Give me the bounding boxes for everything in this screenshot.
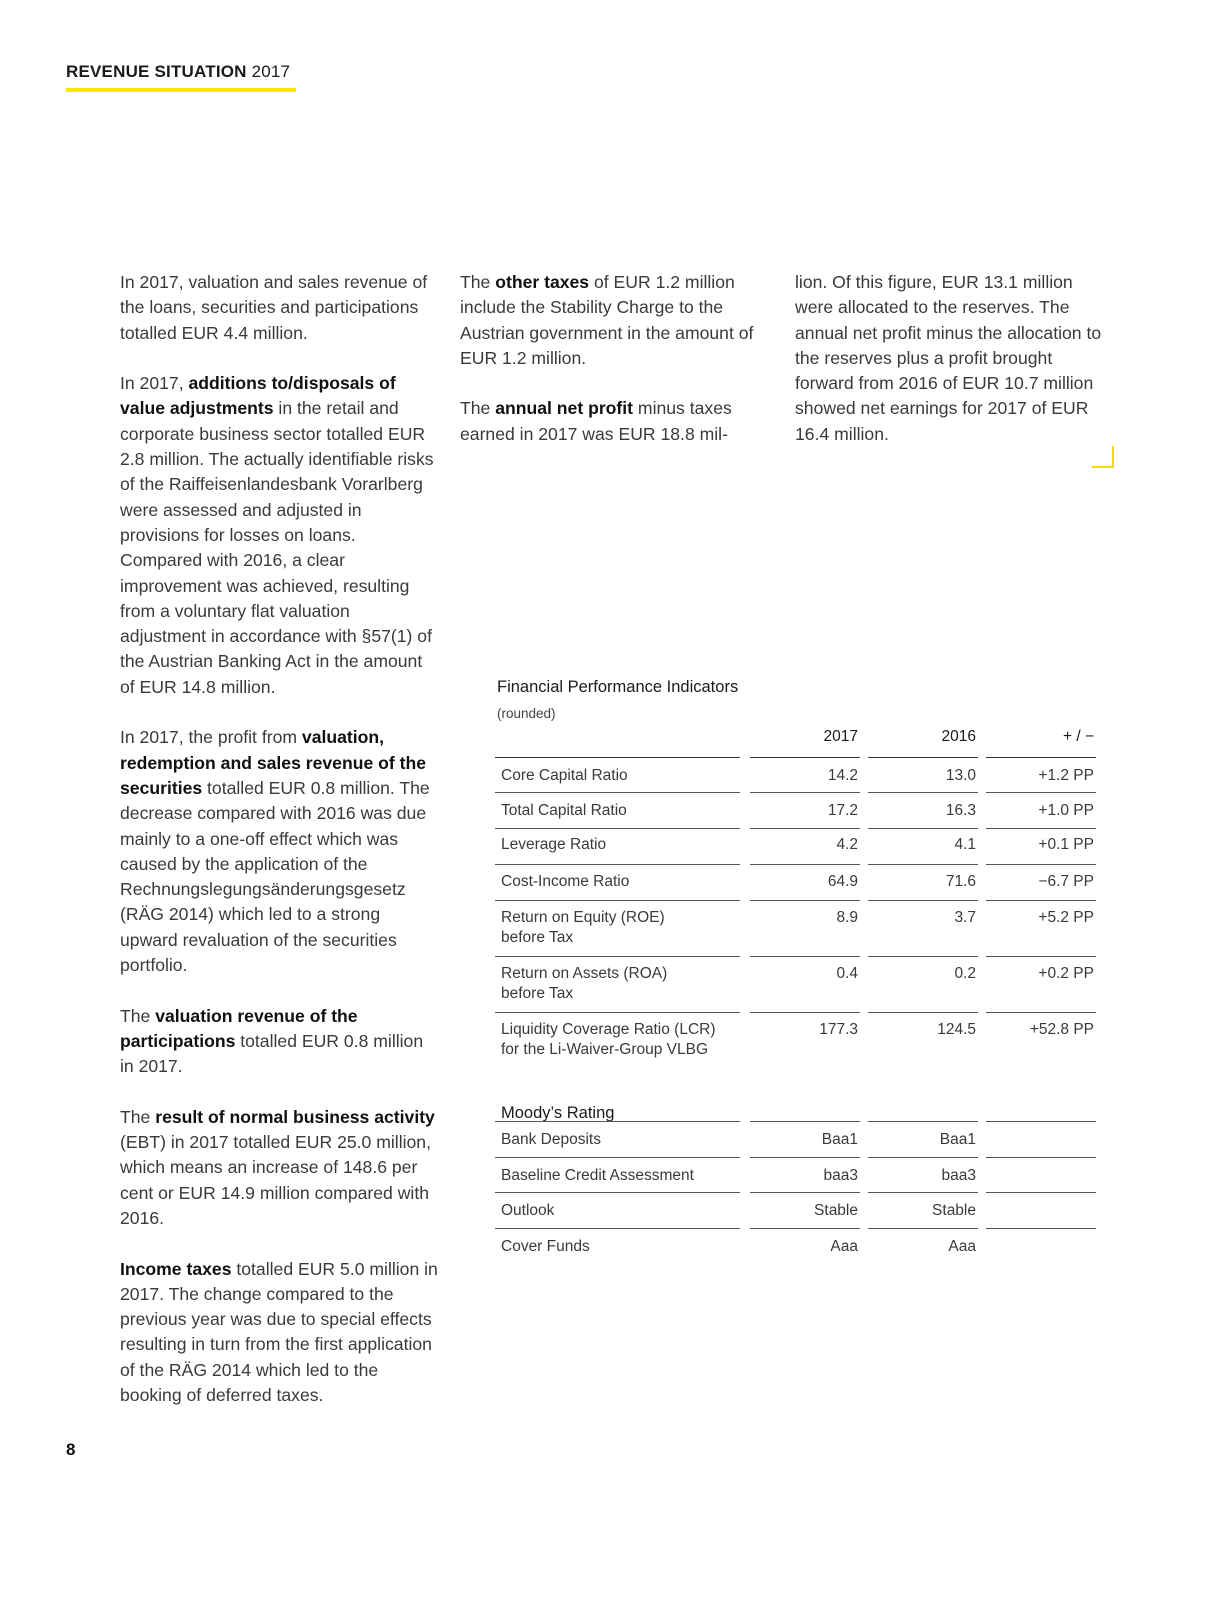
paragraph-text: (EBT) in 2017 totalled EUR 25.0 million, which means an increase of 148.6 per cent or EUR 14.9 million compared with 2016. [120, 1132, 431, 1228]
value-change: −6.7 PP [1038, 873, 1094, 890]
rating-label: Bank Deposits [501, 1131, 601, 1148]
header-accent-rule [66, 88, 296, 92]
rating-2017: Stable [814, 1202, 858, 1219]
value-2017: 177.3 [819, 1021, 858, 1038]
table-rule [986, 1157, 1096, 1158]
table-rule [750, 1157, 860, 1158]
table-rule [986, 1012, 1096, 1013]
paragraph-text: totalled EUR 5.0 million in 2017. The change compared to the previous year was due to special effects resulting in turn from the first application of the RÄG 2014 which led to the booking of deferred taxes. [120, 1258, 438, 1406]
rating-2017: baa3 [823, 1167, 858, 1184]
paragraph-text: The [120, 1106, 156, 1127]
paragraph-text: lion. Of this figure, EUR 13.1 million were allocated to the reserves. The annual net profit minus the allocation to the reserves plus a profit brought forward from 2016 of EUR 10.7 million showed net earnings for 2017 of EUR 16.4 million. [795, 272, 1102, 444]
paragraph [460, 396, 760, 447]
table-rule [986, 757, 1096, 758]
rating-2017: Baa1 [821, 1131, 858, 1148]
text-column-1 [120, 270, 440, 1434]
rating-2016: Aaa [948, 1238, 976, 1255]
paragraph [120, 1257, 440, 1409]
rating-2016: Baa1 [939, 1131, 976, 1148]
table-rule [495, 1192, 740, 1193]
table-rule [750, 828, 860, 829]
table-rule [868, 1121, 978, 1122]
value-2016: 16.3 [945, 802, 976, 819]
value-change: +1.2 PP [1038, 767, 1094, 784]
table-rule [750, 1121, 860, 1122]
table-rule [750, 864, 860, 865]
paragraph [120, 1004, 440, 1080]
value-2017: 64.9 [827, 873, 858, 890]
row-label: Return on Assets (ROA) [501, 965, 668, 982]
table-title: Financial Performance Indicators [497, 678, 739, 696]
page-number: 8 [66, 1440, 76, 1459]
paragraph-emphasis: additions to/disposals of value adjustments [120, 373, 396, 419]
value-change: +1.0 PP [1038, 802, 1094, 819]
value-change: +52.8 PP [1029, 1021, 1094, 1038]
row-label: Core Capital Ratio [501, 767, 628, 784]
paragraph [120, 270, 440, 346]
paragraph-text: in the retail and corporate business sector totalled EUR 2.8 million. The actually identifiable risks of the Raiffeisenlandesbank Vorarlberg were assessed and adjusted in provisions for losses on loans. Compared with 2016, a clear improvement was achieved, resulting from a voluntary flat valuation adjustment in accordance with §57(1) of the Austrian Banking Act in the amount of EUR 14.8 million. [120, 398, 434, 697]
table-rule [868, 1192, 978, 1193]
paragraph [460, 270, 760, 371]
paragraph [120, 725, 440, 978]
table-rule [750, 900, 860, 901]
table-rule [986, 956, 1096, 957]
table-rule [868, 828, 978, 829]
table-rule [868, 1157, 978, 1158]
table-rule [986, 1228, 1096, 1229]
row-label: Return on Equity (ROE) [501, 909, 665, 926]
paragraph [120, 371, 440, 700]
rating-label: Cover Funds [501, 1238, 590, 1255]
table-subtitle: (rounded) [497, 706, 556, 721]
value-2016: 124.5 [937, 1021, 976, 1038]
row-label: Leverage Ratio [501, 836, 607, 853]
table-rule [868, 1012, 978, 1013]
paragraph-text: of EUR 1.2 million include the Stability Charge to the Austrian government in the amount of EUR 1.2 million. [460, 272, 754, 368]
rating-2016: baa3 [941, 1167, 976, 1184]
table-rule [868, 1228, 978, 1229]
text-column-3 [795, 270, 1115, 472]
paragraph-emphasis: valuation, redemption and sales revenue of the securities [120, 727, 427, 798]
value-change: +0.1 PP [1038, 836, 1094, 853]
table-rule [986, 864, 1096, 865]
table-rule [986, 792, 1096, 793]
table-rule [750, 1192, 860, 1193]
table-rule [495, 1157, 740, 1158]
paragraph-text: In 2017, valuation and sales revenue of the loans, securities and participations totalled EUR 4.4 million. [120, 272, 428, 343]
section-title: REVENUE SITUATION [66, 62, 247, 81]
value-change: +0.2 PP [1038, 965, 1094, 982]
column-header-change: + / − [1062, 728, 1094, 745]
row-label-line2: for the Li-Waiver-Group VLBG [501, 1041, 709, 1058]
paragraph-text: The [460, 272, 496, 292]
row-label-line2: before Tax [501, 929, 574, 946]
table-rule [495, 757, 740, 758]
end-of-text-mark [1092, 446, 1114, 468]
rating-2016: Stable [932, 1202, 976, 1219]
paragraph-emphasis: result of normal business activity [155, 1106, 435, 1127]
paragraph-text: In 2017, [120, 373, 189, 394]
table-rule [868, 757, 978, 758]
table-rule [495, 1228, 740, 1229]
value-2017: 4.2 [836, 836, 858, 853]
paragraph-emphasis: Income taxes [120, 1258, 232, 1279]
value-change: +5.2 PP [1038, 909, 1094, 926]
table-rule [986, 1121, 1096, 1122]
table-rule [986, 900, 1096, 901]
paragraph [120, 1105, 440, 1231]
value-2017: 14.2 [827, 767, 858, 784]
paragraph [795, 270, 1115, 447]
value-2016: 4.1 [954, 836, 976, 853]
row-label: Cost-Income Ratio [501, 873, 630, 890]
section-header [66, 62, 290, 82]
paragraph-text: The [460, 398, 496, 419]
value-2016: 3.7 [954, 909, 976, 926]
table-rule [986, 1192, 1096, 1193]
table-rule [495, 828, 740, 829]
value-2016: 71.6 [945, 873, 976, 890]
table-rule [868, 900, 978, 901]
table-rule [495, 864, 740, 865]
table-rule [868, 956, 978, 957]
text-column-2 [460, 270, 760, 472]
rating-2017: Aaa [830, 1238, 858, 1255]
paragraph-emphasis: annual net profit [495, 398, 634, 419]
table-rule [495, 1121, 740, 1122]
row-label: Total Capital Ratio [501, 802, 627, 819]
table-rule [750, 757, 860, 758]
paragraph-text: minus taxes earned in 2017 was EUR 18.8 mil- [460, 398, 732, 444]
value-2017: 17.2 [827, 802, 858, 819]
table-rule [868, 864, 978, 865]
table-rule [495, 900, 740, 901]
table-rule [495, 792, 740, 793]
value-2016: 0.2 [954, 965, 976, 982]
column-header-2017: 2017 [823, 728, 858, 745]
table-rule [495, 956, 740, 957]
rating-label: Outlook [501, 1202, 555, 1219]
paragraph-text: In 2017, the profit from [120, 727, 302, 748]
rating-title: Moody’s Rating [501, 1104, 615, 1122]
row-label: Liquidity Coverage Ratio (LCR) [501, 1021, 716, 1038]
paragraph-emphasis: other taxes [495, 272, 590, 292]
value-2017: 8.9 [836, 909, 858, 926]
table-rule [495, 1012, 740, 1013]
table-rule [750, 792, 860, 793]
table-rule [750, 1228, 860, 1229]
table-rule [868, 792, 978, 793]
table-rule [986, 828, 1096, 829]
table-rule [750, 956, 860, 957]
column-header-2016: 2016 [941, 728, 976, 745]
section-year: 2017 [251, 62, 291, 81]
paragraph-text: totalled EUR 0.8 million in 2017. [120, 1030, 424, 1077]
paragraph-text: The [120, 1005, 156, 1026]
paragraph-emphasis: valuation revenue of the participations [120, 1005, 358, 1051]
value-2016: 13.0 [945, 767, 976, 784]
rating-label: Baseline Credit Assessment [501, 1167, 694, 1184]
paragraph-text: totalled EUR 0.8 million. The decrease compared with 2016 was due mainly to a one-off effect which was caused by the application of the Rechnungslegungsänderungsgesetz (RÄG 2014) which led to a strong upward revaluation of the securities portfolio. [120, 777, 430, 976]
value-2017: 0.4 [836, 965, 858, 982]
row-label-line2: before Tax [501, 985, 574, 1002]
table-rule [750, 1012, 860, 1013]
